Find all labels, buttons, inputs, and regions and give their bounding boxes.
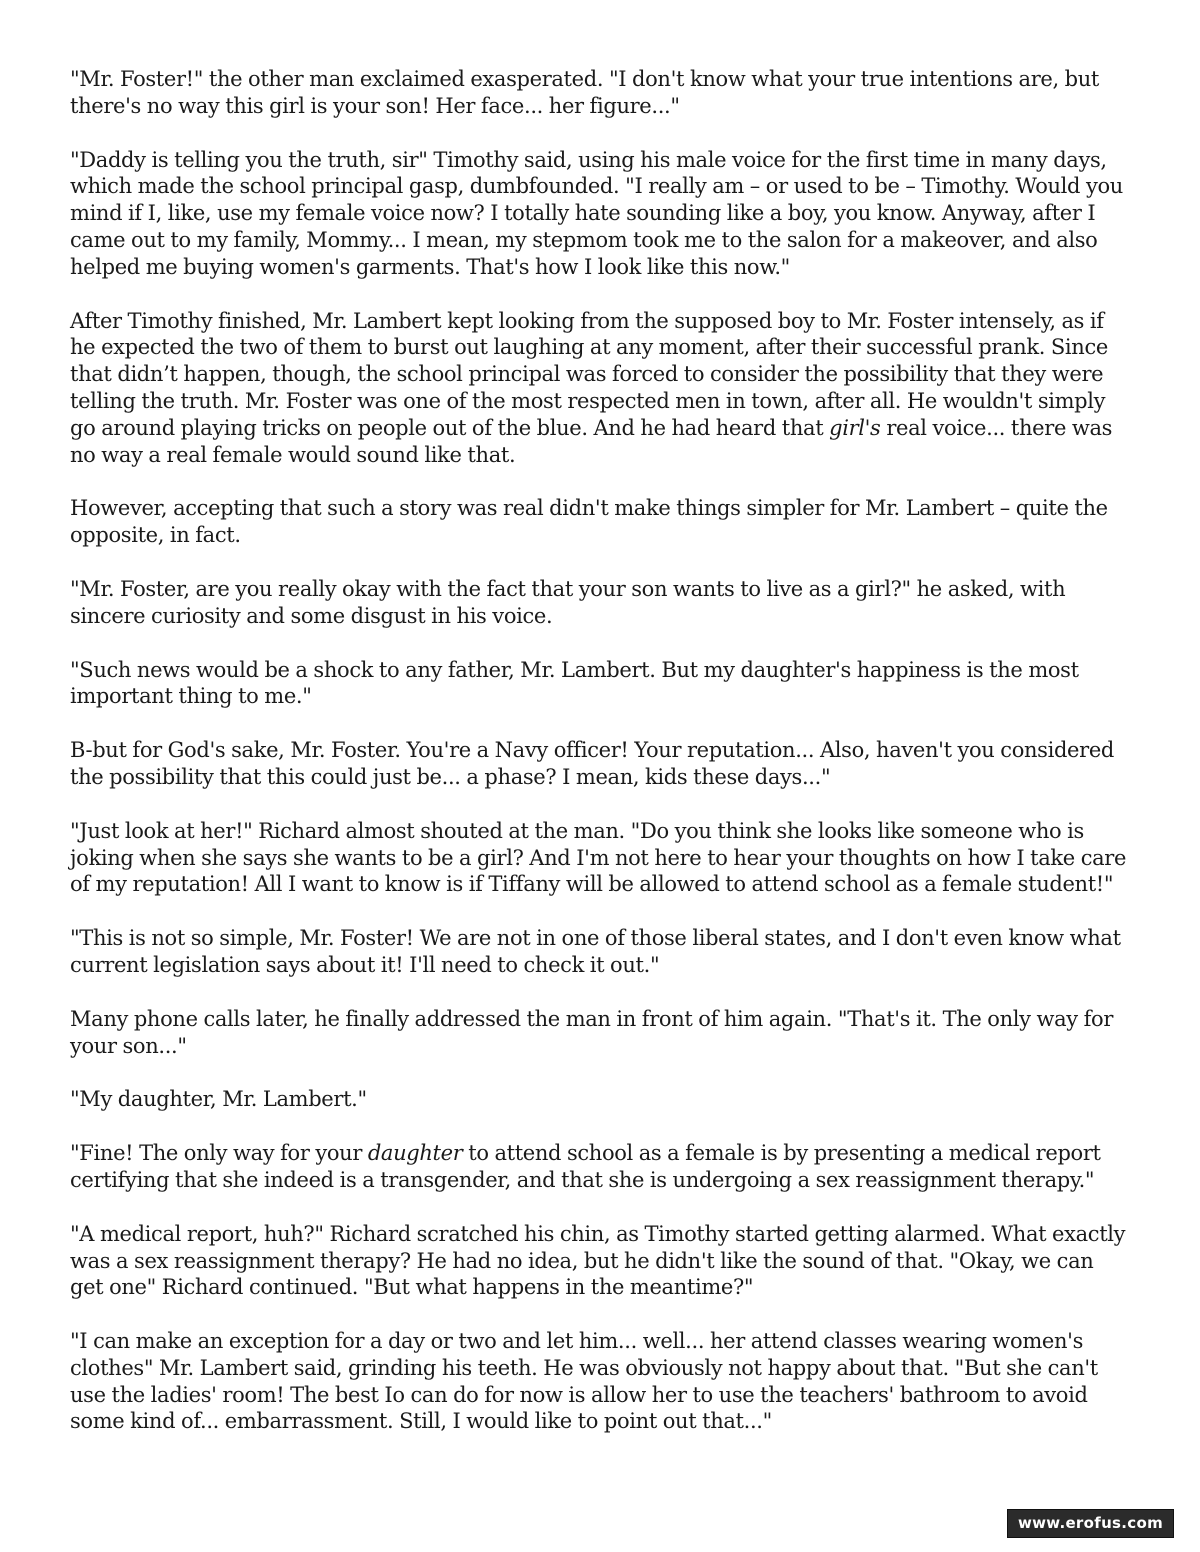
paragraph-6: "Such news would be a shock to any father, Mr. Lambert. But my daughter's happiness is the most important thing to me." [70,657,1079,709]
paragraph-8: "Just look at her!" Richard almost shouted at the man. "Do you think she looks like someone who is joking when she says she wants to be a girl? And I'm not here to hear your thoughts on how I take care of my reputation! All I want to know is if Tiffany will be allowed to attend school as a female student!" [70,818,1127,897]
paragraph-11: "My daughter, Mr. Lambert." [70,1087,367,1112]
paragraph-5: "Mr. Foster, are you really okay with the fact that your son wants to live as a girl?" he asked, with sincere curiosity and some disgust in his voice. [70,576,1066,628]
paragraph-13: "A medical report, huh?" Richard scratched his chin, as Timothy started getting alarmed. What exactly was a sex reassignment therapy? He had no idea, but he didn't like the sound of that. "Okay, we can get one" Richard continued. "But what happens in the meantime?" [70,1221,1126,1300]
paragraph-1: "Mr. Foster!" the other man exclaimed exasperated. "I don't know what your true intentions are, but there's no way this girl is your son! Her face... her figure..." [70,67,1099,118]
paragraph-3-text-end: real voice... there was no way a real female would sound like that. [70,415,1113,467]
paragraph-3-emphasis: girl's [829,415,881,440]
paragraph-10: Many phone calls later, he finally addressed the man in front of him again. "That's it. The only way for your son..." [70,1006,1114,1058]
paragraph-14: "I can make an exception for a day or two and let him... well... her attend classes wearing women's clothes" Mr. Lambert said, grinding his teeth. He was obviously not happy about that. "But she can't use the ladies' room! The best Io can do for now is allow her to use the teachers' bathroom to avoid some kind of... embarrassment. Still, I would like to point out that..." [70,1329,1098,1434]
paragraph-12 [70,1140,1132,1194]
paragraph-3-text-start: After Timothy finished, Mr. Lambert kept looking from the supposed boy to Mr. Foster intensely, as if he expected the two of them to burst out laughing at any moment, after their successful prank. Since that didn’t happen, though, the school principal was forced to consider the possibility that they were telling the truth. Mr. Foster was one of the most respected men in town, after all. He wouldn't simply go around playing tricks on people out of the blue. And he had heard that [70,308,1108,440]
paragraph-3 [70,308,1132,469]
paragraph-12-emphasis: daughter [367,1141,463,1166]
paragraph-2: "Daddy is telling you the truth, sir" Timothy said, using his male voice for the first time in many days, which made the school principal gasp, dumbfounded. "I really am – or used to be – Timothy. Would you mind if I, like, use my female voice now? I totally hate sounding like a boy, you know. Anyway, after I came out to my family, Mommy... I mean, my stepmom took me to the salon for a makeover, and also helped me buying women's garments. That's how I look like this now." [70,147,1123,279]
document-page [70,66,1132,1462]
paragraph-12-text-start: "Fine! The only way for your [70,1141,368,1166]
paragraph-7: B-but for God's sake, Mr. Foster. You're a Navy officer! Your reputation... Also, haven't you considered the possibility that this could just be... a phase? I mean, kids these days..." [70,738,1114,789]
paragraph-4: However, accepting that such a story was real didn't make things simpler for Mr. Lambert – quite the opposite, in fact. [70,496,1108,548]
paragraph-9: "This is not so simple, Mr. Foster! We are not in one of those liberal states, and I don't even know what current legislation says about it! I'll need to check it out." [70,926,1121,977]
site-watermark: www.erofus.com [1007,1509,1174,1538]
paragraph-12-text-end: to attend school as a female is by presenting a medical report certifying that she indeed is a transgender, and that she is undergoing a sex reassignment therapy." [70,1141,1101,1192]
